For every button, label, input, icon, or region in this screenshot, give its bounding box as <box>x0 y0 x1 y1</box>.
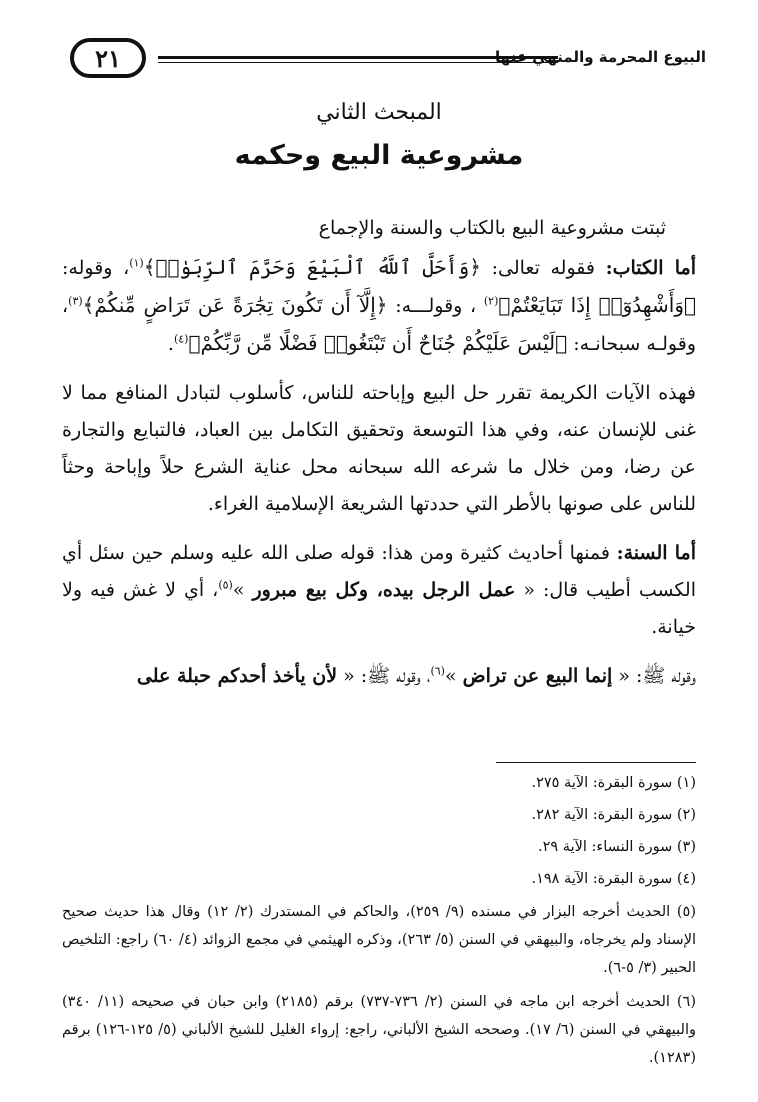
footnote-ref-2: (٢) <box>483 294 499 308</box>
text-span: ، وقولـه سبحانـه: <box>62 295 696 355</box>
footnote-3: (٣) سورة النساء: الآية ٢٩. <box>538 839 696 855</box>
paragraph-sunna <box>62 535 696 646</box>
section-title: مشروعية البيع وحكمه <box>234 140 524 171</box>
text-span: ، وقوله ﷺ: « <box>337 665 431 687</box>
footnote-4: (٤) سورة البقرة: الآية ١٩٨. <box>531 871 696 887</box>
paragraph-commentary: فهذه الآيات الكريمة تقرر حل البيع وإباحته للناس، كأسلوب لتبادل المنافع مما لا غنى للإنسان عنه، وفي هذا التوسعة وتحقيق التكامل بين العباد، فالتبايع والتجارة عن رضا، ومن خلال ما شرعه الله سبحانه محل عناية الشرع حلاً وإباحة وحثاً للناس على صونها بالأطر التي حددتها الشريعة الإسلامية الغراء. <box>62 382 696 515</box>
footnote-ref-5: (٥) <box>218 578 233 592</box>
text-span: ، أي لا غش فيه ولا خيانة. <box>62 579 696 638</box>
body-text <box>62 210 696 707</box>
footnote-ref-3: (٣) <box>68 294 83 308</box>
paragraph-kitab <box>62 249 696 363</box>
text-span: » <box>232 579 253 601</box>
text-span: . <box>167 333 174 355</box>
footnote-1: (١) سورة البقرة: الآية ٢٧٥. <box>531 775 696 791</box>
footnote-rule <box>496 762 696 763</box>
footnote-6: (٦) الحديث أخرجه ابن ماجه في السنن (٢/ ٧٣٦-٧٣٧) برقم (٢١٨٥) وابن حبان في صحيحه (١١/ ٣٤٠) والبيهقي في السنن (٦/ ١٧). وصححه الشيخ الألباني، راجع: إرواء الغليل للشيخ الألباني (٥/ ١٢٥-١٢٦) برقم (١٢٨٣). <box>62 994 696 1066</box>
text-span: ، وقولـــه: <box>387 295 484 317</box>
text-span: فمنها أحاديث كثيرة ومن هذا: قوله صلى الله عليه وسلم حين سئل أي الكسب أطيب قال: « <box>62 542 696 601</box>
lead-kitab: أما الكتاب: <box>605 257 697 279</box>
page-header <box>70 38 706 80</box>
footnote-ref-6: (٦) <box>430 664 445 678</box>
text-span: فقوله تعالى: <box>480 257 606 279</box>
paragraph-intro: ثبتت مشروعية البيع بالكتاب والسنة والإجماع <box>318 217 666 239</box>
footnote-ref-4: (٤) <box>173 332 189 346</box>
text-span: وقوله ﷺ: « <box>612 665 696 687</box>
hadith-quote-3: لأن يأخذ أحدكم حبلة على <box>136 665 338 687</box>
footnote-2: (٢) سورة البقرة: الآية ٢٨٢. <box>531 807 696 823</box>
running-title: البيوع المحرمة والمنهي عنها <box>495 48 706 66</box>
verse-1: ﴿وَأَحَلَّ ٱللَّهُ ٱلْبَيْعَ وَحَرَّمَ ٱلرِّبَوٰا۟﴾ <box>143 255 481 279</box>
hadith-quote-1: عمل الرجل بيده، وكل بيع مبرور <box>252 579 516 601</box>
text-span: » <box>444 665 463 687</box>
text-span: ، وقوله: <box>62 257 130 279</box>
section-label: المبحث الثاني <box>316 100 442 125</box>
lead-sunna: أما السنة: <box>616 542 696 564</box>
page-number-badge <box>70 38 146 78</box>
verse-2: ﴿وَأَشْهِدُوٓا۟ إِذَا تَبَايَعْتُمْ﴾ <box>498 293 696 317</box>
verse-3: ﴿إِلَّآ أَن تَكُونَ تِجَٰرَةً عَن تَرَاضٍ مِّنكُمْ﴾ <box>82 293 388 317</box>
page-number: ٢١ <box>95 43 121 73</box>
footnotes <box>62 770 696 1078</box>
verse-4: ﴿لَيْسَ عَلَيْكُمْ جُنَاحٌ أَن تَبْتَغُوا۟ فَضْلًا مِّن رَّبِّكُمْ﴾ <box>188 331 568 355</box>
paragraph-hadith <box>62 658 696 695</box>
footnote-ref-1: (١) <box>129 256 144 270</box>
footnote-5: (٥) الحديث أخرجه البزار في مسنده (٩/ ٢٥٩)، والحاكم في المستدرك (٢/ ١٢) وقال هذا حديث صحيح الإسناد ولم يخرجاه، والبيهقي في السنن (٥/ ٢٦٣)، وذكره الهيثمي في مجمع الزوائد (٤/ ٦٠) راجع: التلخيص الحبير (٣/ ٥-٦). <box>62 904 697 976</box>
hadith-quote-2: إنما البيع عن تراض <box>462 665 613 687</box>
